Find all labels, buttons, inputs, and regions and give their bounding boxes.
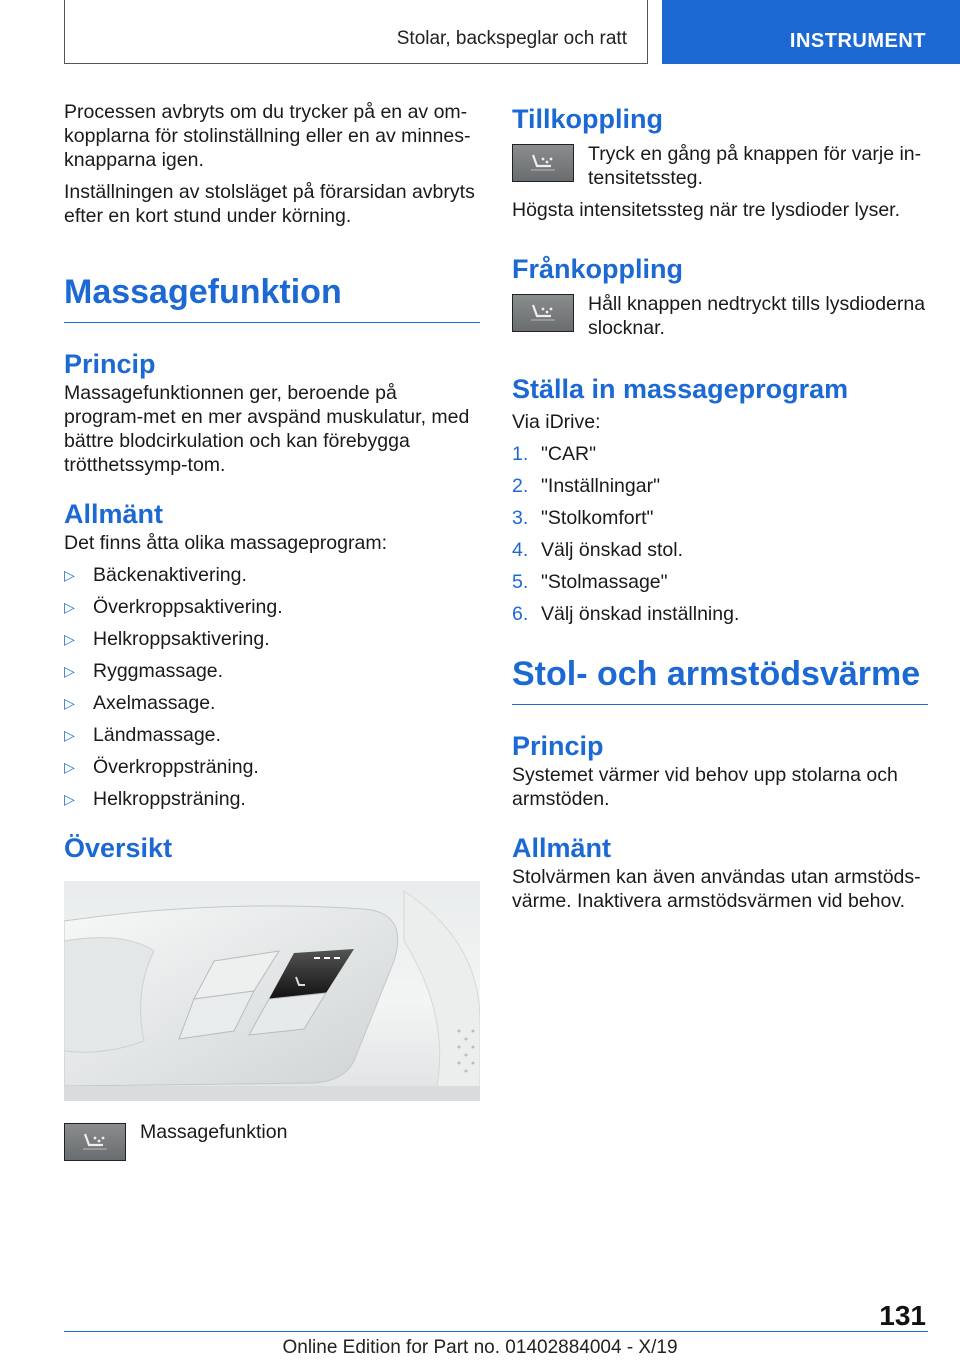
triangle-bullet-icon: ▷: [64, 791, 75, 807]
header-tab-label: INSTRUMENT: [789, 30, 926, 52]
heating-princip-text: Systemet värmer vid behov upp stolarna och armstöden.: [512, 764, 898, 810]
tillkoppling-text: Tryck en gång på knappen för varje in-tensitetssteg.: [588, 143, 922, 189]
seat-massage-icon: [512, 294, 574, 332]
stalla-heading: Ställa in massageprogram: [512, 374, 849, 404]
frankoppling-text: Håll knappen nedtryckt tills lysdioderna slocknar.: [588, 293, 926, 339]
triangle-bullet-icon: ▷: [64, 695, 75, 711]
triangle-bullet-icon: ▷: [64, 727, 75, 743]
triangle-bullet-icon: ▷: [64, 663, 75, 679]
seat-heating-heading: Stol- och armstödsvärme: [512, 652, 928, 705]
triangle-bullet-icon: ▷: [64, 759, 75, 775]
idrive-steps-list: [512, 442, 928, 626]
frankoppling-row: [512, 292, 928, 340]
tillkoppling-note: Högsta intensitetssteg när tre lysdioder lyser.: [512, 199, 901, 221]
via-idrive-text: Via iDrive:: [512, 411, 601, 433]
heating-princip-heading: Princip: [512, 731, 604, 761]
list-item: ▷ Ländmassage.: [64, 724, 221, 746]
right-column: [512, 102, 928, 913]
triangle-bullet-icon: ▷: [64, 631, 75, 647]
massage-allmant-text: Det finns åtta olika massageprogram:: [64, 532, 387, 554]
tillkoppling-row: [512, 142, 928, 190]
massage-program-list: [64, 563, 480, 811]
door-panel-photo: [64, 881, 480, 1101]
triangle-bullet-icon: ▷: [64, 567, 75, 583]
massage-princip-heading: Princip: [64, 349, 156, 379]
massage-heading: Massagefunktion: [64, 270, 480, 323]
oversikt-heading: Översikt: [64, 833, 173, 863]
header-tab-instrument[interactable]: [662, 0, 960, 64]
footer-edition[interactable]: Online Edition for Part no. 01402884004 - X/19: [282, 1337, 678, 1358]
list-item: ▷ Helkroppsaktivering.: [64, 628, 270, 650]
intro-paragraph-1: Processen avbryts om du trycker på en av om-kopplarna för stolinställning eller en av minnes-knapparna igen.: [64, 101, 471, 171]
footer-divider: [64, 1331, 928, 1332]
list-item: 3. "Stolkomfort": [512, 507, 654, 529]
heating-allmant-text: Stolvärmen kan även användas utan armstöds-värme. Inaktivera armstödsvärmen vid behov.: [512, 866, 921, 912]
header-box: [64, 0, 648, 64]
massage-caption-row: [64, 1121, 480, 1161]
seat-massage-icon: [64, 1123, 126, 1161]
list-item: ▷ Axelmassage.: [64, 692, 216, 714]
list-item: ▷ Helkroppsträning.: [64, 788, 246, 810]
list-item: ▷ Överkroppsaktivering.: [64, 596, 283, 618]
list-item: ▷ Överkroppsträning.: [64, 756, 259, 778]
massage-princip-text: Massagefunktionnen ger, beroende på program-met en mer avspänd muskulatur, med bättre blodcirkulation och kan förebygga trötthetssymp-tom.: [64, 382, 470, 476]
frankoppling-heading: Frånkoppling: [512, 254, 683, 284]
page-number: 131: [879, 1300, 926, 1331]
list-item: ▷ Ryggmassage.: [64, 660, 224, 682]
tillkoppling-heading: Tillkoppling: [512, 104, 663, 134]
list-item: 1. "CAR": [512, 443, 597, 465]
list-item: 6. Välj önskad inställning.: [512, 603, 740, 625]
door-panel-illustration: [64, 881, 480, 1101]
intro-paragraph-2: Inställningen av stolsläget på förarsidan avbryts efter en kort stund under körning.: [64, 181, 475, 227]
list-item: 5. "Stolmassage": [512, 571, 668, 593]
header-section-title: Stolar, backspeglar och ratt: [396, 28, 627, 49]
massage-caption: Massagefunktion: [140, 1121, 288, 1143]
left-column: [64, 100, 480, 1161]
massage-allmant-heading: Allmänt: [64, 499, 164, 529]
seat-massage-icon: [512, 144, 574, 182]
list-item: 2. "Inställningar": [512, 475, 660, 497]
heating-allmant-heading: Allmänt: [512, 833, 612, 863]
list-item: ▷ Bäckenaktivering.: [64, 564, 247, 586]
triangle-bullet-icon: ▷: [64, 599, 75, 615]
list-item: 4. Välj önskad stol.: [512, 539, 683, 561]
